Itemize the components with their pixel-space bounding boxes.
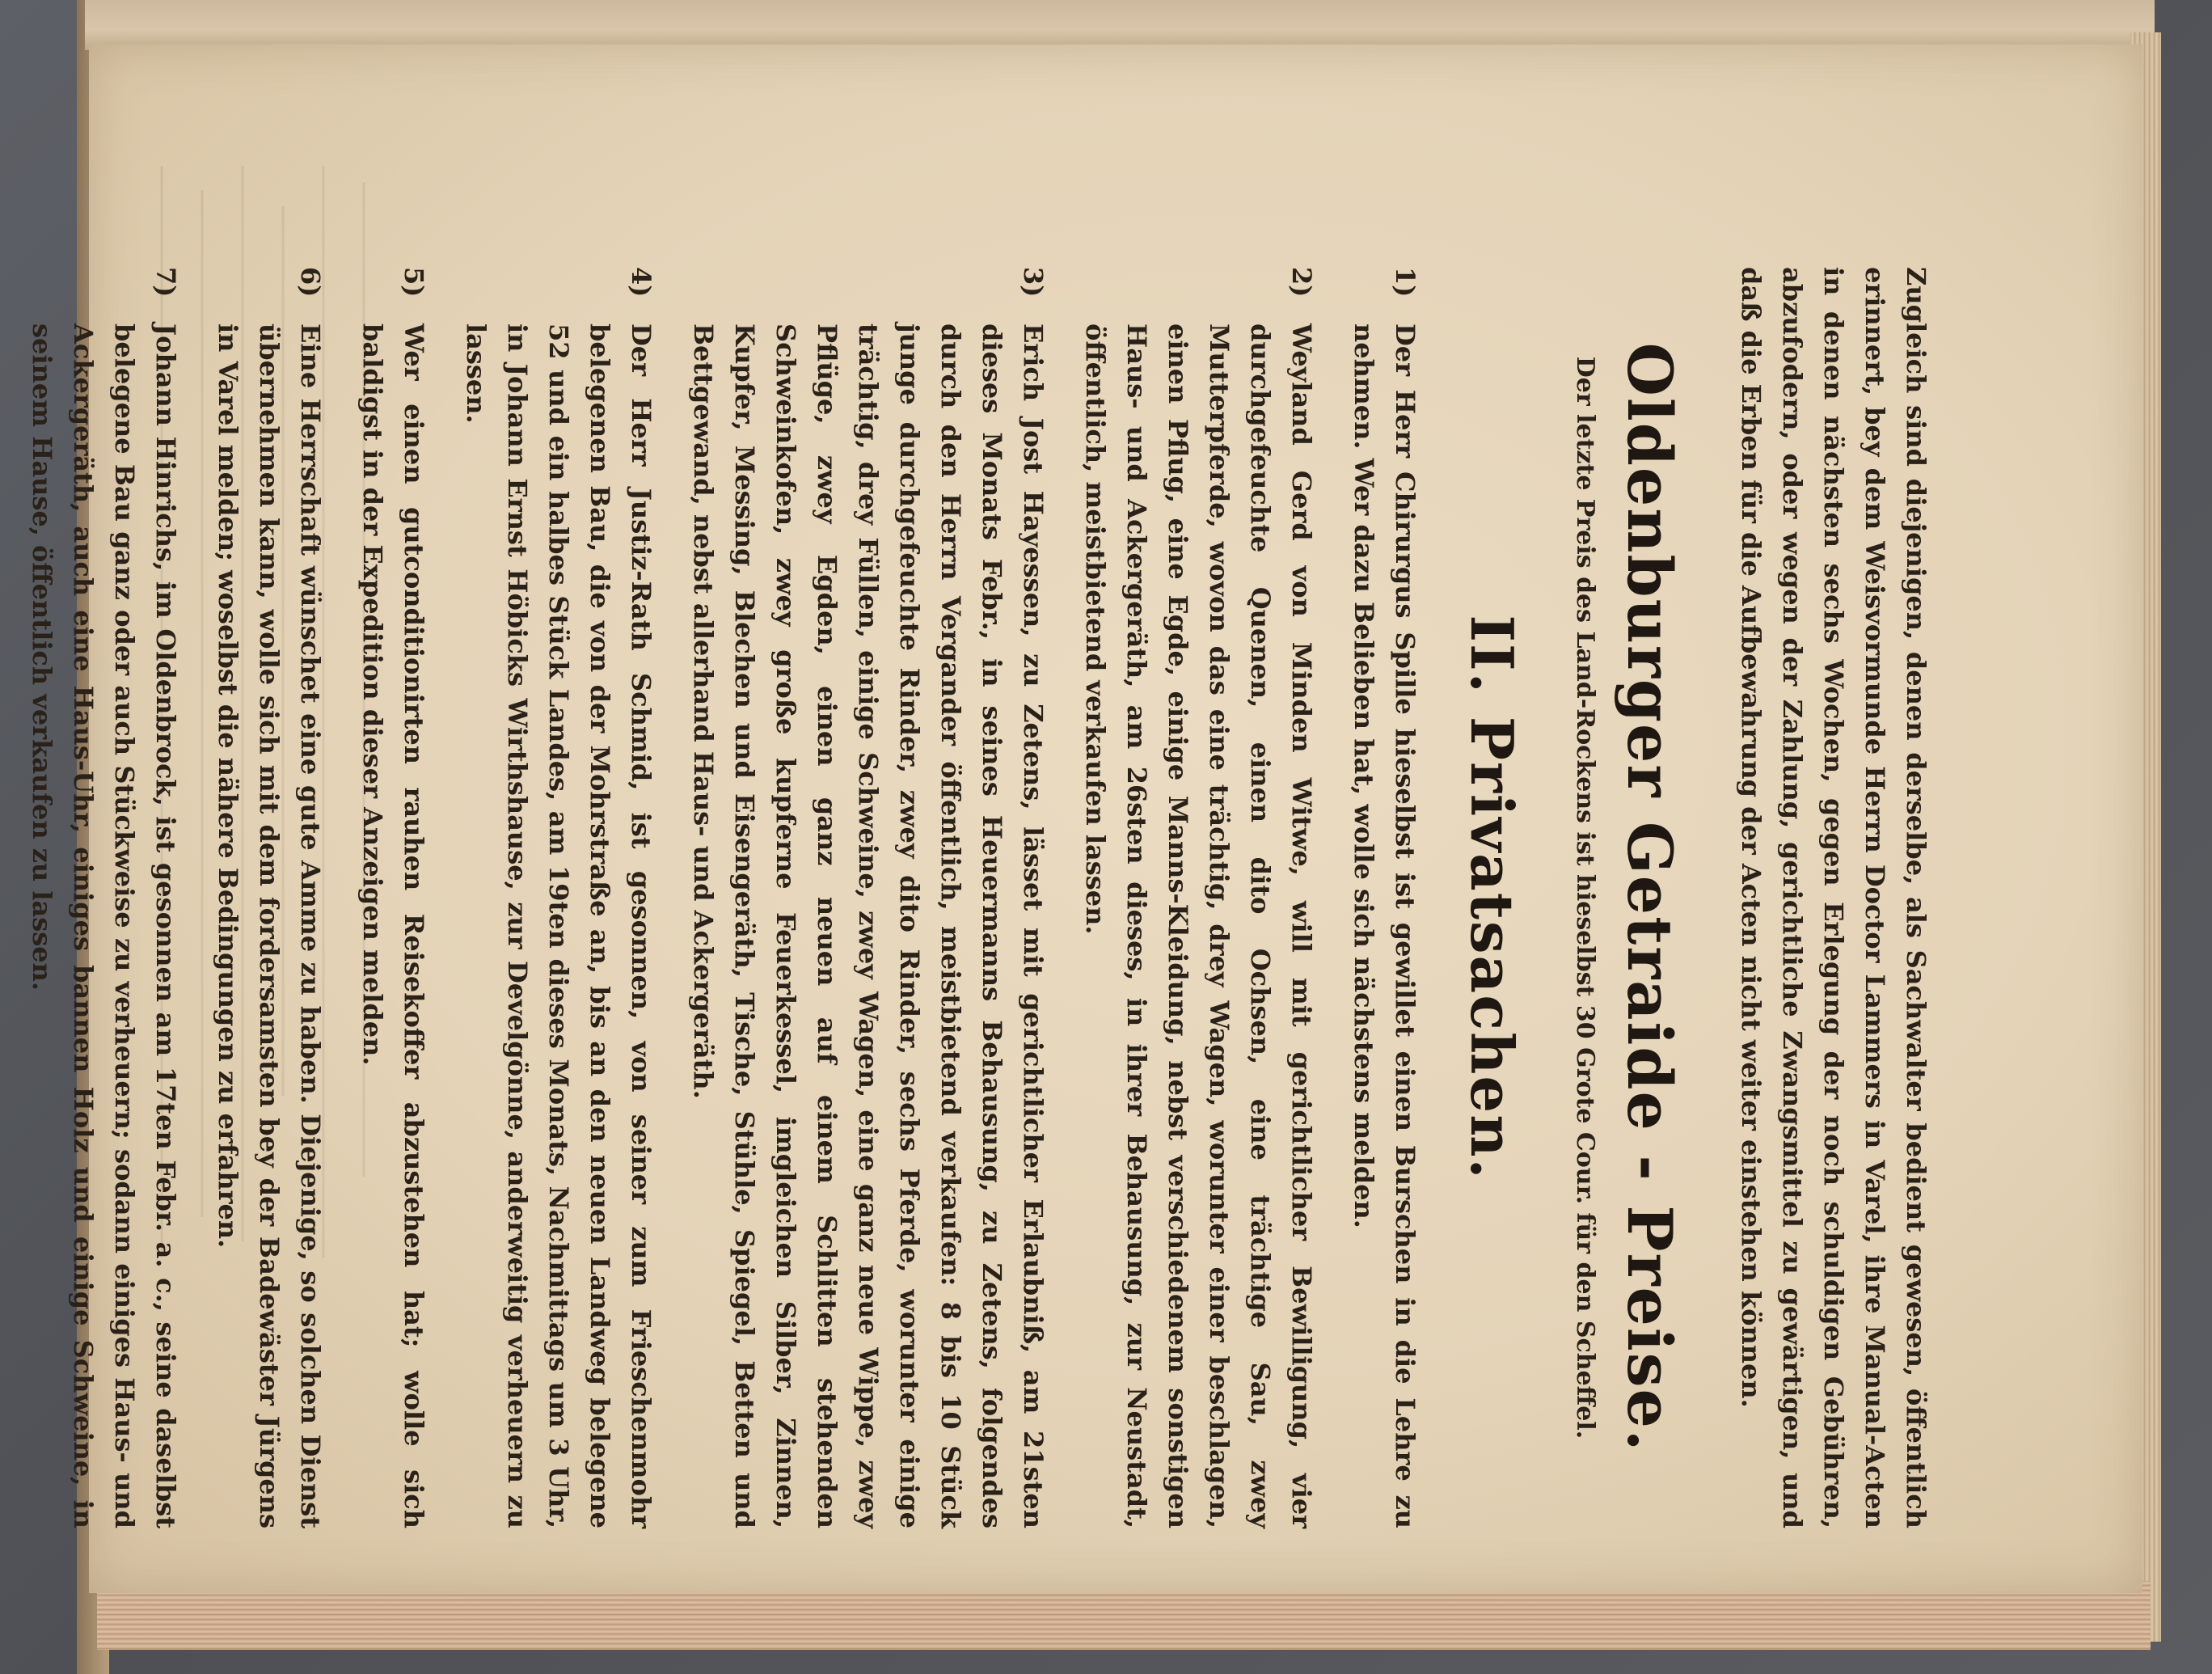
item-number: 4) [626, 267, 656, 298]
item-number: 6) [295, 267, 326, 298]
grain-price-line: Der letzte Preis des Land-Rockens ist hieselbst 30 Grote Cour. für den Scheffel. [1571, 356, 1599, 1439]
list-item [1074, 267, 1322, 1528]
item-text: Wer einen gutconditionirten rauhen Reisekoffer abzustehen hat; wolle sich baldigst in der Expedition dieser Anzeigen melden. [357, 323, 429, 1528]
item-text: Johann Hinrichs, im Oldenbrock, ist gesonnen am 17ten Febr. a. c., seine daselbst belegene Bau ganz oder auch Stückweise zu verheuern; sodann einiges Haus- und Ackergeräth, auch eine Haus-Uhr, einiges bannen Holz und einige Schweine, in seinem Hause, öffentlich verkaufen zu lassen. [27, 323, 181, 1528]
list-item [1343, 267, 1425, 1528]
item-text: Eine Herrschaft wünschet eine gute Amme zu haben. Diejenige, so solchen Dienst übernehmen kann, wolle sich mit dem fordersamsten bey der Badewäster Jürgens in Varel melden; woselbst die nähere Bedingungen zu erfahren. [213, 323, 326, 1528]
rotated-text-block [27, 235, 1944, 1561]
item-number: 1) [1390, 267, 1420, 298]
item-number: 2) [1286, 267, 1317, 298]
list-item [682, 267, 1053, 1528]
item-text: Der Herr Chirurgus Spille hieselbst ist gewillet einen Burschen in die Lehre zu nehmen. Wer dazu Belieben hat, wolle sich nächstens melden. [1349, 323, 1420, 1528]
item-number: 3) [1018, 267, 1049, 298]
list-item [455, 267, 661, 1528]
grain-prices-heading: Oldenburger Getraide - Preise. [1614, 342, 1686, 1453]
section-heading: II. Privatsachen. [1458, 615, 1526, 1181]
list-item [207, 267, 331, 1528]
item-number: 5) [399, 267, 429, 298]
item-number: 7) [150, 267, 181, 298]
item-text: Der Herr Justiz-Rath Schmid, ist gesonnen, von seiner zum Frieschenmohr belegenen Bau, die von der Mohrstraße an, bis an den neuen Landweg belegene 52 und ein halbes Stück Landes, am 19ten dieses Monats, Nachmittags um 3 Uhr, in Johann Ernst Höbicks Wirthshause, zur Develgönne, anderweitig verheuern zu lassen. [461, 323, 656, 1528]
list-item [21, 267, 186, 1528]
page-edge-top [85, 0, 2155, 50]
item-text: Erich Jost Hayessen, zu Zetens, lässet mit gerichtlicher Erlaubniß, am 21sten dieses Monats Febr., in seines Heuermanns Behausung, zu Zetens, folgendes durch den Herrn Vergander öffentlich, meistbietend verkaufen: 8 bis 10 Stück junge durchgefeuchte Rinder, zwey dito Rinder, sechs Pferde, worunter einige trächtig, drey Füllen, einige Schweine, zwey Wagen, eine ganz neue Wippe, zwey Pflüge, zwey Egden, einen ganz neuen auf einem Schlitten stehenden Schweinkofen, zwey große kupferne Feuerkessel, imgleichen Silber, Zinnen, Kupfer, Messing, Blechen und Eisengeräth, Tische, Stühle, Spiegel, Betten und Bettgewand, nebst allerhand Haus- und Ackergeräth. [688, 323, 1049, 1528]
intro-paragraph: Zugleich sind diejenigen, denen derselbe, als Sachwalter bedient gewesen, öffentlich erinnert, bey dem Weisvormunde Herrn Doctor Lammers in Varel, ihre Manual-Acten in denen nächsten sechs Wochen, gegen Erlegung der noch schuldigen Gebühren, abzufodern, oder wegen der Zahlung, gerichtliche Zwangsmittel zu gewärtigen, und daß die Erben für die Aufbewahrung der Acten nicht weiter einstehen können. [1736, 267, 1931, 1528]
document-page [27, 44, 2142, 1593]
list-item [352, 267, 434, 1528]
item-text: Weyland Gerd von Minden Witwe, will mit gerichtlicher Bewilligung, vier durchgefeuchte Quenen, einen dito Ochsen, eine trächtige Sau, zwey Mutterpferde, wovon das eine trächtig, drey Wagen, worunter einer beschlagen, einen Pflug, eine Egde, einige Manns-Kleidung, nebst verschiedenem sonstigen Haus- und Ackergeräth, am 26sten dieses, in ihrer Behausung, zur Neustadt, öffentlich, meistbietend verkaufen lassen. [1080, 323, 1317, 1528]
